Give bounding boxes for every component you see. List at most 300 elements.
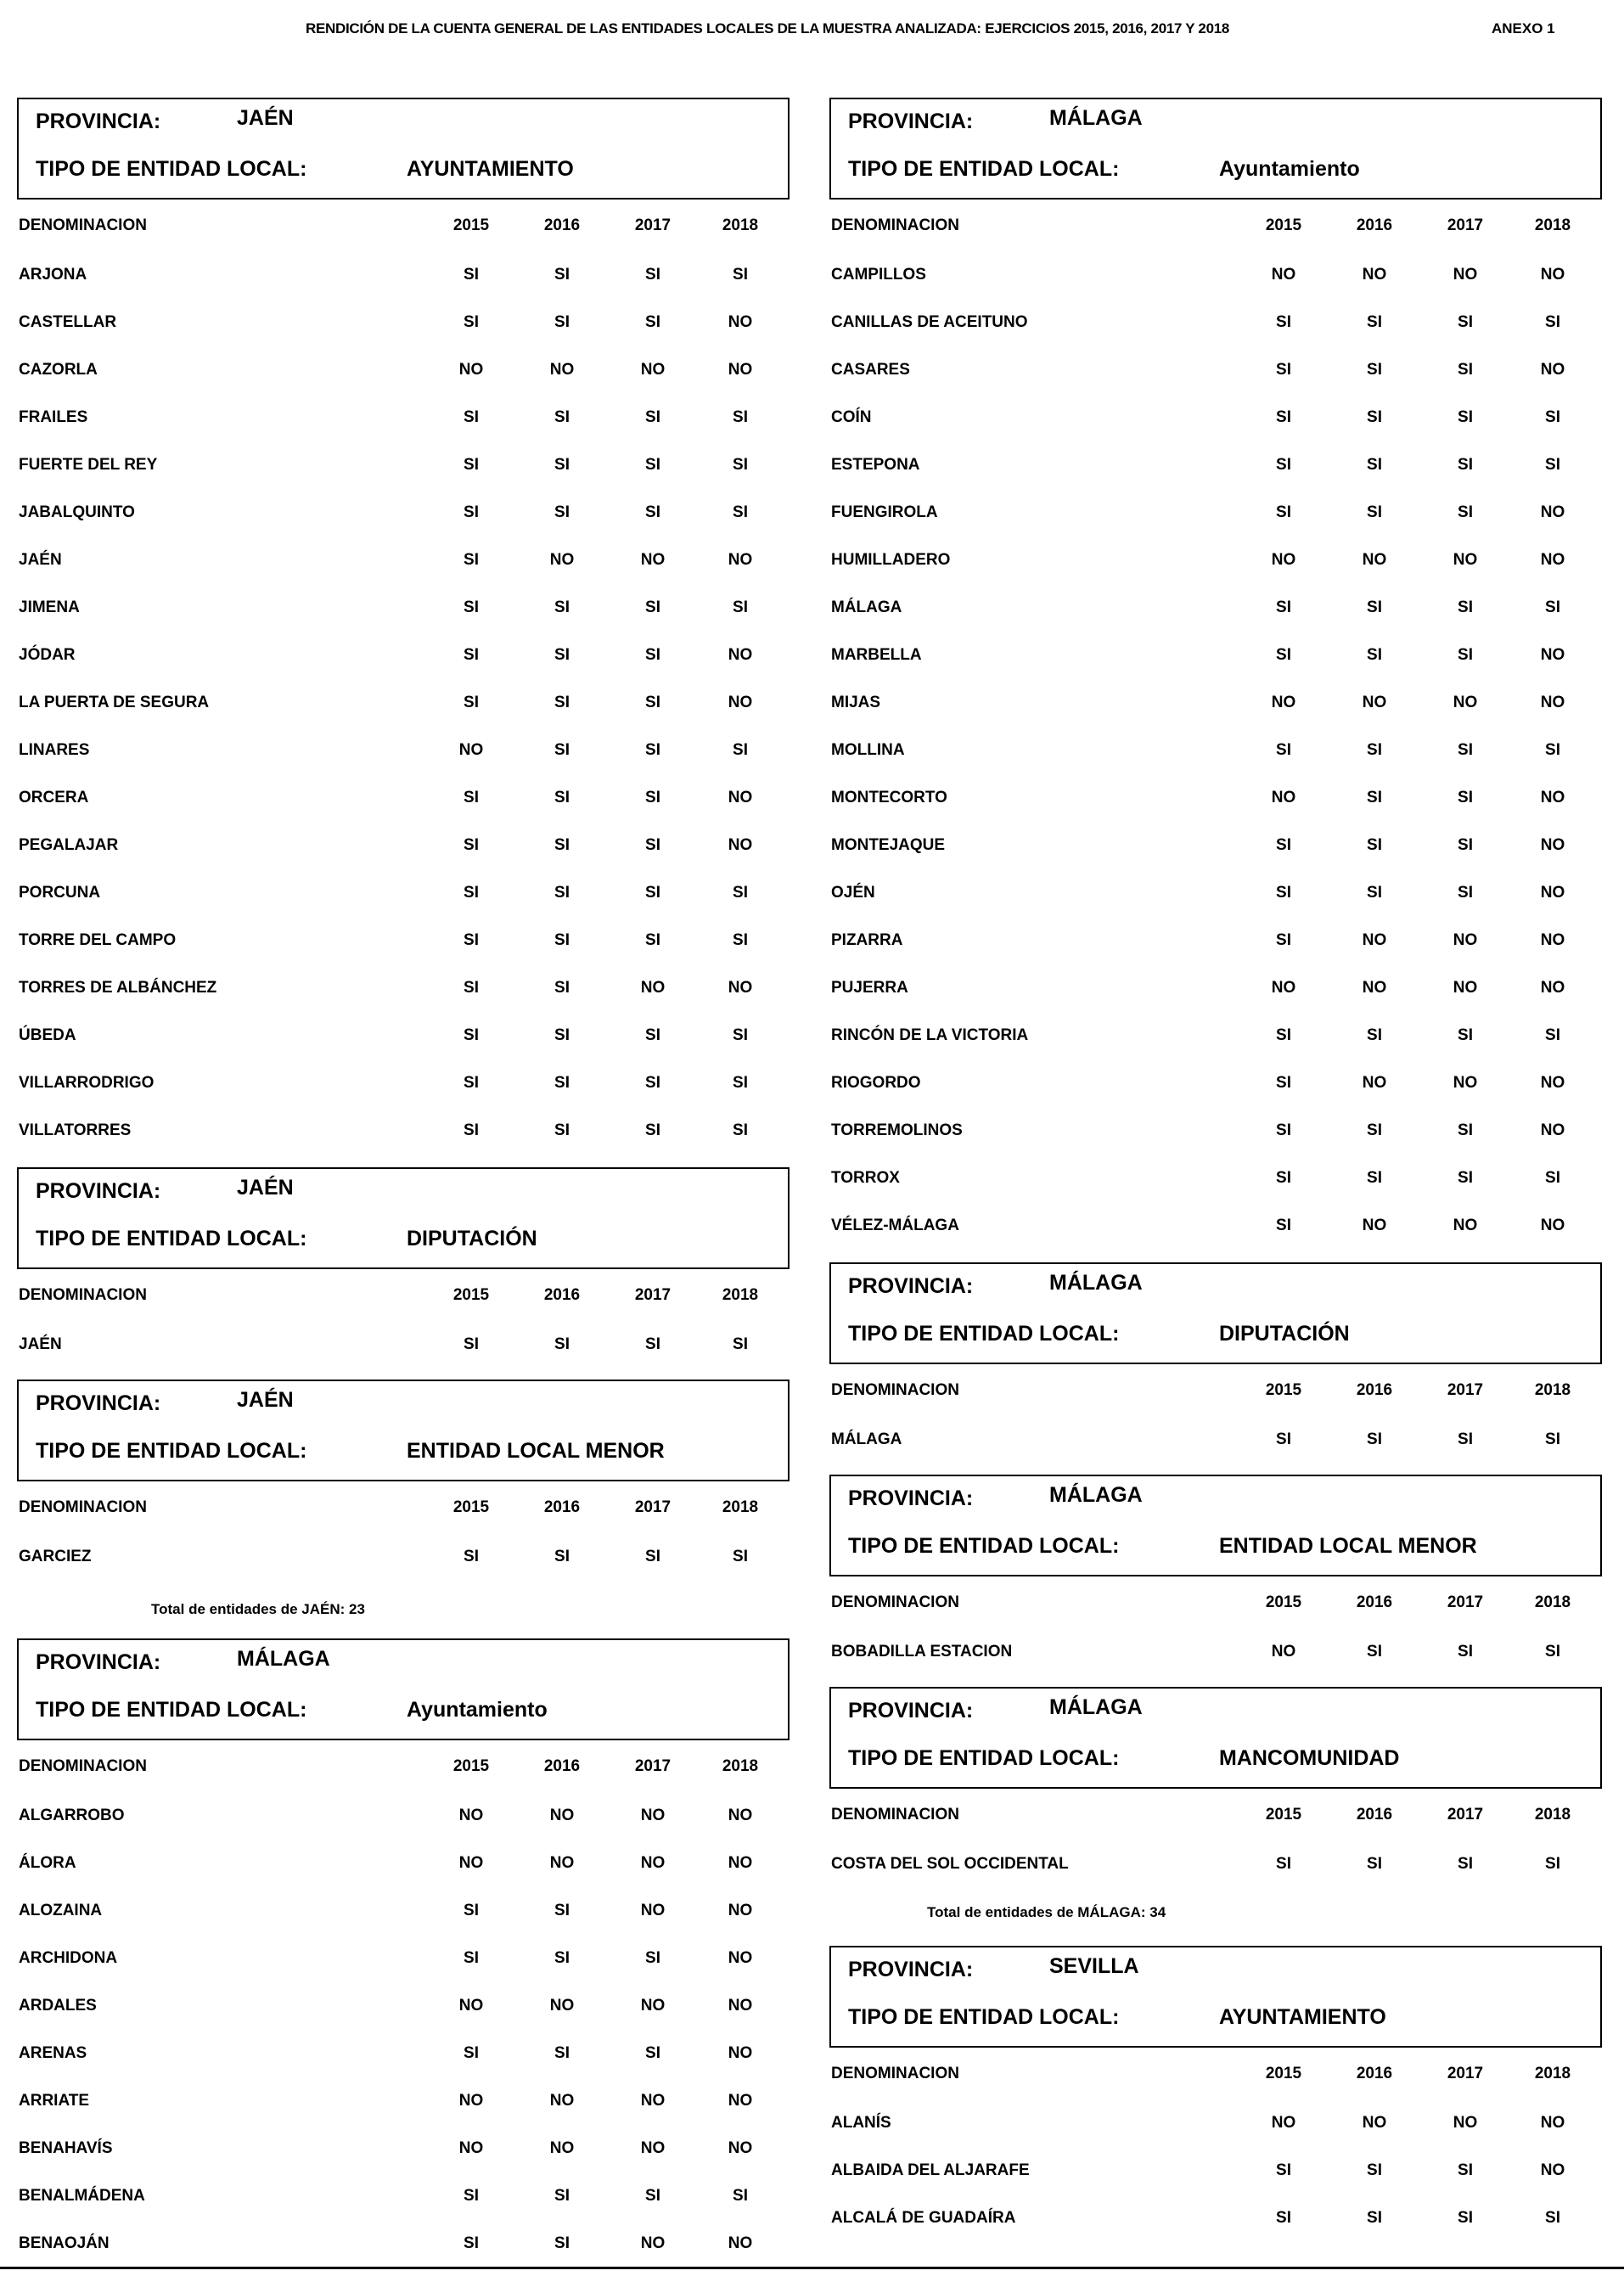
table-row: [17, 486, 815, 534]
tipo-label: TIPO DE ENTIDAD LOCAL:: [36, 157, 307, 181]
column-header-denominacion: DENOMINACION: [19, 1286, 147, 1304]
cell-2017: SI: [645, 408, 660, 426]
column-header-2017: 2017: [1447, 1593, 1484, 1611]
entity-name: BENAOJÁN: [19, 2234, 110, 2252]
cell-2018: SI: [1545, 313, 1560, 331]
column-header-denominacion: DENOMINACION: [19, 1757, 147, 1775]
entity-name: LA PUERTA DE SEGURA: [19, 694, 210, 711]
tipo-label: TIPO DE ENTIDAD LOCAL:: [848, 157, 1120, 181]
table-header: [829, 200, 1624, 249]
cell-2016: NO: [549, 2139, 575, 2157]
table-row: [17, 819, 815, 867]
cell-2017: NO: [640, 1854, 666, 1872]
province-total: Total de entidades de MÁLAGA: 34: [927, 1904, 1166, 1920]
provincia-label: PROVINCIA:: [36, 1391, 161, 1415]
cell-2018: SI: [733, 2187, 748, 2205]
cell-2017: SI: [1458, 1169, 1473, 1187]
provincia-value: MÁLAGA: [1049, 106, 1143, 130]
table-row: [829, 439, 1624, 486]
provincia-row: [848, 1271, 1143, 1299]
cell-2016: SI: [1367, 1121, 1382, 1139]
column-header-2018: 2018: [1534, 216, 1571, 234]
table-row: [829, 1152, 1624, 1200]
entity-name: ARJONA: [19, 266, 87, 284]
cell-2017: SI: [645, 789, 660, 806]
column-header-2016: 2016: [1356, 2065, 1393, 2082]
tipo-value: AYUNTAMIENTO: [1219, 2005, 1386, 2029]
cell-2017: SI: [1458, 1121, 1473, 1139]
column-header-2018: 2018: [722, 1286, 759, 1304]
cell-2016: NO: [549, 1854, 575, 1872]
cell-2018: SI: [1545, 408, 1560, 426]
tipo-row: [36, 1439, 665, 1464]
cell-2016: SI: [1367, 884, 1382, 902]
cell-2017: SI: [1458, 2209, 1473, 2227]
cell-2018: NO: [1540, 646, 1565, 664]
entity-name: VÉLEZ-MÁLAGA: [831, 1217, 959, 1234]
table-header: [17, 1481, 815, 1531]
section-malaga-mancomunidad: [829, 1687, 1624, 1885]
cell-2018: NO: [1540, 1217, 1565, 1234]
cell-2016: SI: [554, 836, 570, 854]
table-row: [17, 1790, 815, 1837]
cell-2016: SI: [554, 1074, 570, 1092]
cell-2016: NO: [1362, 1074, 1387, 1092]
tipo-row: [848, 1746, 1400, 1771]
table-row: [829, 1838, 1624, 1885]
cell-2015: SI: [464, 456, 479, 474]
cell-2018: NO: [728, 2234, 753, 2252]
cell-2018: NO: [1540, 503, 1565, 521]
section-jaen-entidad-local-menor: [17, 1380, 815, 1578]
cell-2018: NO: [728, 1997, 753, 2015]
cell-2015: SI: [1276, 1121, 1291, 1139]
cell-2016: SI: [554, 1949, 570, 1967]
table-row: [829, 1057, 1624, 1104]
cell-2017: SI: [645, 456, 660, 474]
cell-2015: SI: [1276, 361, 1291, 379]
cell-2018: NO: [1540, 1121, 1565, 1139]
cell-2015: SI: [1276, 931, 1291, 949]
cell-2017: SI: [1458, 789, 1473, 806]
entity-name: RINCÓN DE LA VICTORIA: [831, 1026, 1029, 1044]
cell-2016: SI: [1367, 2161, 1382, 2179]
cell-2017: SI: [1458, 361, 1473, 379]
cell-2018: NO: [728, 979, 753, 997]
cell-2018: SI: [1545, 1643, 1560, 1661]
cell-2017: NO: [1453, 931, 1478, 949]
cell-2017: SI: [645, 503, 660, 521]
entity-type-box: [17, 1167, 790, 1269]
cell-2017: NO: [1453, 2114, 1478, 2132]
cell-2017: SI: [645, 694, 660, 711]
entity-type-box: [829, 98, 1602, 200]
tipo-value: AYUNTAMIENTO: [407, 157, 574, 181]
cell-2015: SI: [464, 2234, 479, 2252]
cell-2018: SI: [733, 266, 748, 284]
cell-2016: SI: [554, 408, 570, 426]
cell-2018: SI: [733, 741, 748, 759]
entity-name: GARCIEZ: [19, 1548, 92, 1565]
cell-2018: NO: [1540, 2114, 1565, 2132]
table-row: [17, 1980, 815, 2027]
cell-2016: SI: [554, 503, 570, 521]
entity-type-box: [829, 1687, 1602, 1789]
cell-2018: NO: [1540, 1074, 1565, 1092]
entity-name: ARRIATE: [19, 2092, 90, 2110]
cell-2018: NO: [728, 2044, 753, 2062]
cell-2016: SI: [554, 1902, 570, 1919]
cell-2017: NO: [1453, 694, 1478, 711]
cell-2016: SI: [554, 1548, 570, 1565]
entity-name: BENAHAVÍS: [19, 2139, 113, 2157]
cell-2015: SI: [464, 1026, 479, 1044]
cell-2018: SI: [733, 1074, 748, 1092]
cell-2016: NO: [1362, 979, 1387, 997]
column-header-2015: 2015: [452, 1498, 490, 1516]
column-header-denominacion: DENOMINACION: [831, 1381, 959, 1399]
column-header-denominacion: DENOMINACION: [831, 1593, 959, 1611]
table-row: [17, 962, 815, 1009]
cell-2016: SI: [554, 2044, 570, 2062]
cell-2016: SI: [554, 266, 570, 284]
entity-name: ARCHIDONA: [19, 1949, 118, 1967]
cell-2018: SI: [733, 1548, 748, 1565]
provincia-row: [36, 1647, 330, 1675]
column-header-2015: 2015: [452, 1286, 490, 1304]
cell-2016: SI: [554, 646, 570, 664]
entity-name: FUENGIROLA: [831, 503, 938, 521]
cell-2018: NO: [728, 313, 753, 331]
cell-2017: SI: [1458, 2161, 1473, 2179]
tipo-value: Ayuntamiento: [407, 1698, 548, 1722]
cell-2018: NO: [728, 361, 753, 379]
table-row: [829, 2144, 1624, 2192]
table-row: [17, 1885, 815, 1932]
provincia-value: MÁLAGA: [237, 1647, 330, 1671]
table-row: [829, 1104, 1624, 1152]
cell-2017: SI: [645, 2044, 660, 2062]
cell-2016: SI: [554, 1121, 570, 1139]
entity-name: RIOGORDO: [831, 1074, 921, 1092]
cell-2015: SI: [1276, 836, 1291, 854]
table-row: [17, 296, 815, 344]
table-row: [17, 772, 815, 819]
entity-name: PIZARRA: [831, 931, 903, 949]
cell-2018: SI: [733, 599, 748, 616]
cell-2015: SI: [1276, 408, 1291, 426]
table-row: [17, 1057, 815, 1104]
cell-2015: NO: [1271, 266, 1296, 284]
cell-2016: SI: [1367, 836, 1382, 854]
column-header-2015: 2015: [452, 1757, 490, 1775]
entity-name: ALCALÁ DE GUADAÍRA: [831, 2209, 1016, 2227]
cell-2015: NO: [1271, 789, 1296, 806]
cell-2015: SI: [1276, 1855, 1291, 1873]
cell-2018: SI: [1545, 1026, 1560, 1044]
cell-2015: SI: [1276, 2161, 1291, 2179]
entity-name: VILLARRODRIGO: [19, 1074, 155, 1092]
table-row: [17, 344, 815, 391]
column-header-2018: 2018: [1534, 1593, 1571, 1611]
cell-2017: SI: [1458, 599, 1473, 616]
table-row: [829, 1413, 1624, 1461]
cell-2018: SI: [733, 503, 748, 521]
column-header-2018: 2018: [722, 1757, 759, 1775]
cell-2016: SI: [554, 789, 570, 806]
cell-2017: NO: [1453, 1074, 1478, 1092]
cell-2015: SI: [464, 2044, 479, 2062]
cell-2017: SI: [1458, 646, 1473, 664]
cell-2015: SI: [464, 599, 479, 616]
entity-name: ALOZAINA: [19, 1902, 103, 1919]
cell-2015: NO: [1271, 979, 1296, 997]
cell-2017: SI: [645, 884, 660, 902]
provincia-value: JAÉN: [237, 106, 294, 130]
column-header-2017: 2017: [634, 1757, 672, 1775]
cell-2018: NO: [728, 551, 753, 569]
cell-2017: NO: [640, 1807, 666, 1824]
cell-2015: SI: [464, 551, 479, 569]
tipo-label: TIPO DE ENTIDAD LOCAL:: [848, 1534, 1120, 1558]
column-header-2016: 2016: [1356, 1806, 1393, 1824]
cell-2016: SI: [554, 694, 570, 711]
cell-2015: SI: [464, 646, 479, 664]
entity-name: PEGALAJAR: [19, 836, 119, 854]
cell-2016: SI: [1367, 789, 1382, 806]
cell-2015: SI: [464, 1902, 479, 1919]
provincia-label: PROVINCIA:: [848, 110, 974, 133]
table-row: [829, 819, 1624, 867]
cell-2016: NO: [1362, 551, 1387, 569]
column-header-2018: 2018: [1534, 2065, 1571, 2082]
tipo-row: [36, 1227, 537, 1251]
cell-2018: NO: [1540, 789, 1565, 806]
cell-2018: SI: [1545, 741, 1560, 759]
cell-2016: NO: [1362, 266, 1387, 284]
cell-2015: SI: [464, 884, 479, 902]
provincia-row: [36, 1176, 294, 1204]
cell-2017: SI: [1458, 503, 1473, 521]
cell-2016: SI: [1367, 503, 1382, 521]
cell-2016: SI: [1367, 1430, 1382, 1448]
provincia-row: [848, 1695, 1143, 1723]
cell-2017: SI: [1458, 836, 1473, 854]
table-header: [17, 200, 815, 249]
cell-2015: NO: [458, 2092, 484, 2110]
table-row: [17, 439, 815, 486]
column-header-2018: 2018: [722, 1498, 759, 1516]
cell-2016: SI: [554, 2187, 570, 2205]
cell-2017: SI: [645, 1548, 660, 1565]
entity-name: BENALMÁDENA: [19, 2187, 145, 2205]
cell-2017: NO: [640, 979, 666, 997]
entity-type-box: [17, 1380, 790, 1481]
cell-2018: NO: [728, 646, 753, 664]
entity-name: PUJERRA: [831, 979, 908, 997]
tipo-row: [848, 1322, 1350, 1346]
cell-2017: NO: [1453, 551, 1478, 569]
table-row: [829, 962, 1624, 1009]
table-row: [17, 1104, 815, 1152]
entity-name: OJÉN: [831, 884, 875, 902]
cell-2016: SI: [554, 1335, 570, 1353]
cell-2017: SI: [645, 313, 660, 331]
cell-2017: NO: [1453, 1217, 1478, 1234]
cell-2016: SI: [1367, 1026, 1382, 1044]
table-header: [829, 1789, 1624, 1838]
table-row: [17, 2075, 815, 2122]
entity-name: ESTEPONA: [831, 456, 920, 474]
entity-name: TORREMOLINOS: [831, 1121, 963, 1139]
cell-2017: SI: [1458, 1643, 1473, 1661]
cell-2015: NO: [458, 1854, 484, 1872]
table-header: [829, 1576, 1624, 1626]
entity-type-box: [829, 1262, 1602, 1364]
entity-name: JAÉN: [19, 551, 62, 569]
entity-type-box: [17, 98, 790, 200]
cell-2018: SI: [1545, 456, 1560, 474]
entity-name: ALBAIDA DEL ALJARAFE: [831, 2161, 1030, 2179]
cell-2017: SI: [1458, 313, 1473, 331]
provincia-label: PROVINCIA:: [848, 1958, 974, 1981]
cell-2016: SI: [1367, 361, 1382, 379]
provincia-label: PROVINCIA:: [36, 1650, 161, 1674]
column-header-2015: 2015: [452, 216, 490, 234]
cell-2018: SI: [733, 408, 748, 426]
table-row: [829, 249, 1624, 296]
cell-2017: SI: [645, 1121, 660, 1139]
cell-2017: SI: [645, 1335, 660, 1353]
cell-2015: SI: [1276, 646, 1291, 664]
cell-2017: SI: [645, 1074, 660, 1092]
cell-2017: SI: [645, 931, 660, 949]
cell-2018: NO: [728, 789, 753, 806]
table-row: [17, 2217, 815, 2265]
cell-2016: SI: [554, 931, 570, 949]
tipo-row: [848, 1534, 1477, 1559]
cell-2016: SI: [1367, 599, 1382, 616]
column-header-2016: 2016: [543, 1498, 581, 1516]
table-header: [17, 1740, 815, 1790]
column-header-denominacion: DENOMINACION: [831, 216, 959, 234]
cell-2017: SI: [645, 266, 660, 284]
table-row: [17, 724, 815, 772]
cell-2017: SI: [645, 836, 660, 854]
provincia-row: [36, 106, 294, 134]
column-header-2016: 2016: [543, 216, 581, 234]
cell-2015: NO: [1271, 1643, 1296, 1661]
cell-2016: NO: [549, 2092, 575, 2110]
table-row: [829, 486, 1624, 534]
cell-2017: NO: [1453, 979, 1478, 997]
entity-name: ARDALES: [19, 1997, 97, 2015]
cell-2015: SI: [464, 1548, 479, 1565]
tipo-row: [848, 2005, 1386, 2030]
table-row: [829, 914, 1624, 962]
tipo-label: TIPO DE ENTIDAD LOCAL:: [36, 1698, 307, 1722]
entity-type-box: [17, 1638, 790, 1740]
cell-2018: SI: [1545, 599, 1560, 616]
cell-2015: SI: [1276, 1169, 1291, 1187]
cell-2016: SI: [554, 456, 570, 474]
cell-2018: NO: [1540, 2161, 1565, 2179]
cell-2016: NO: [549, 361, 575, 379]
provincia-label: PROVINCIA:: [36, 110, 161, 133]
cell-2018: SI: [733, 1121, 748, 1139]
column-header-2017: 2017: [1447, 216, 1484, 234]
cell-2017: SI: [645, 1949, 660, 1967]
entity-name: CASTELLAR: [19, 313, 117, 331]
entity-name: TORROX: [831, 1169, 900, 1187]
section-jaen-diputacion: [17, 1167, 815, 1366]
column-header-2018: 2018: [722, 216, 759, 234]
cell-2015: SI: [1276, 599, 1291, 616]
entity-name: BOBADILLA ESTACION: [831, 1643, 1013, 1661]
cell-2018: NO: [728, 1854, 753, 1872]
entity-name: COÍN: [831, 408, 872, 426]
cell-2015: SI: [1276, 503, 1291, 521]
table-row: [829, 1200, 1624, 1247]
provincia-value: JAÉN: [237, 1176, 294, 1200]
section-malaga-entidad-local-menor: [829, 1475, 1624, 1673]
table-row: [17, 629, 815, 677]
table-row: [17, 2027, 815, 2075]
provincia-row: [36, 1388, 294, 1416]
column-header-2015: 2015: [1265, 2065, 1302, 2082]
provincia-label: PROVINCIA:: [848, 1274, 974, 1298]
table-row: [17, 391, 815, 439]
tipo-value: ENTIDAD LOCAL MENOR: [407, 1439, 665, 1463]
cell-2018: SI: [733, 1026, 748, 1044]
table-row: [829, 867, 1624, 914]
provincia-value: MÁLAGA: [1049, 1271, 1143, 1295]
table-row: [829, 1009, 1624, 1057]
cell-2015: NO: [1271, 2114, 1296, 2132]
cell-2016: NO: [549, 551, 575, 569]
cell-2018: NO: [728, 1949, 753, 1967]
table-row: [17, 867, 815, 914]
entity-name: LINARES: [19, 741, 90, 759]
cell-2015: SI: [1276, 1074, 1291, 1092]
cell-2015: SI: [464, 1074, 479, 1092]
cell-2016: SI: [554, 2234, 570, 2252]
tipo-label: TIPO DE ENTIDAD LOCAL:: [848, 2005, 1120, 2029]
table-row: [17, 1009, 815, 1057]
column-header-denominacion: DENOMINACION: [19, 216, 147, 234]
cell-2017: SI: [645, 646, 660, 664]
table-row: [17, 2170, 815, 2217]
entity-name: VILLATORRES: [19, 1121, 132, 1139]
table-row: [829, 582, 1624, 629]
table-header: [829, 1364, 1624, 1413]
provincia-label: PROVINCIA:: [848, 1486, 974, 1510]
cell-2015: SI: [1276, 1430, 1291, 1448]
cell-2015: SI: [464, 503, 479, 521]
entity-name: TORRE DEL CAMPO: [19, 931, 177, 949]
table-row: [17, 1837, 815, 1885]
entity-name: ALANÍS: [831, 2114, 891, 2132]
table-row: [17, 914, 815, 962]
cell-2016: NO: [549, 1997, 575, 2015]
table-row: [829, 296, 1624, 344]
cell-2015: SI: [464, 266, 479, 284]
cell-2018: NO: [1540, 931, 1565, 949]
cell-2017: SI: [1458, 1430, 1473, 1448]
cell-2015: NO: [1271, 551, 1296, 569]
provincia-value: MÁLAGA: [1049, 1483, 1143, 1507]
section-sevilla-ayuntamiento: [829, 1946, 1624, 2239]
